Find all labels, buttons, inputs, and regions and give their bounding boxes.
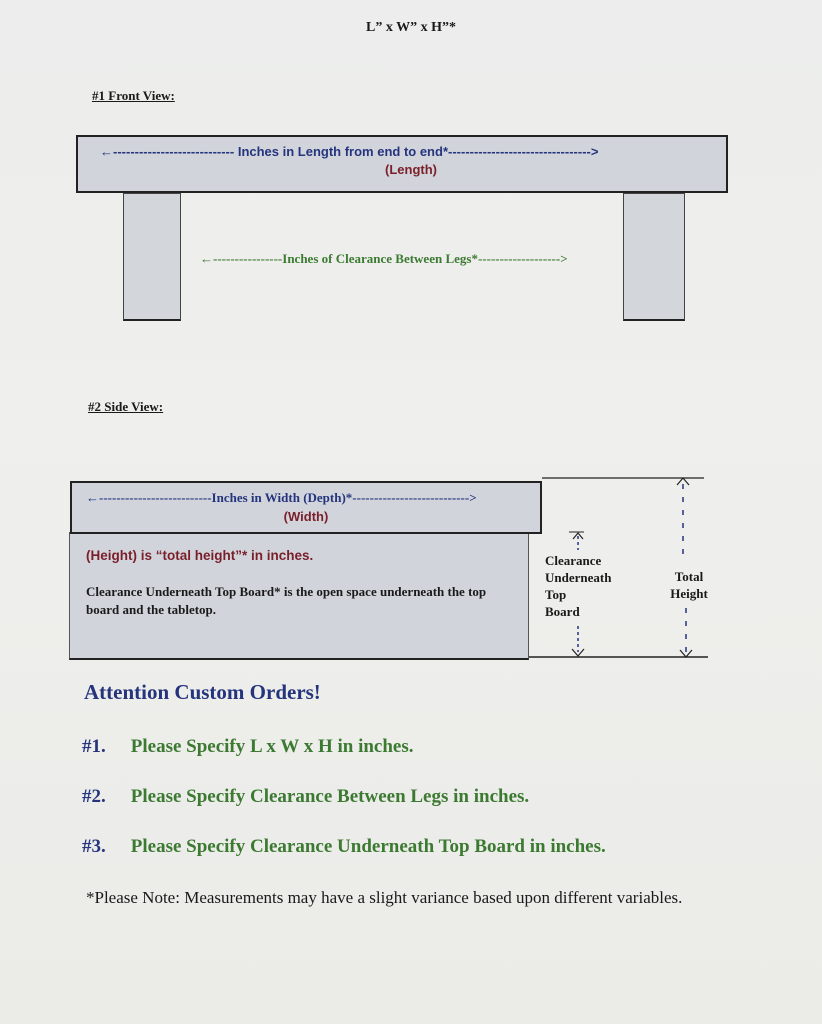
attention-heading: Attention Custom Orders! (84, 680, 321, 704)
clearance-label-line: Underneath (545, 570, 612, 585)
length-dimension-line: ←---------------------------- Inches in Length from end to end*---------------------------------> (100, 144, 599, 159)
page-title: L” x W” x H”* (366, 20, 456, 35)
height-note: (Height) is “total height”* in inches. (86, 548, 314, 563)
total-height-arrowhead-up (677, 478, 689, 485)
clearance-label-line: Clearance (545, 553, 602, 568)
clearance-label-line: Board (545, 604, 580, 619)
side-view-label: #2 Side View: (88, 399, 164, 414)
spec-text: Please Specify Clearance Underneath Top Board in inches. (130, 836, 606, 857)
spec-number: #2. (82, 786, 106, 807)
spec-item (82, 786, 529, 808)
length-sublabel: (Length) (385, 162, 437, 177)
clearance-between-legs-line: ←----------------Inches of Clearance Between Legs*-------------------> (200, 251, 568, 266)
front-view-label: #1 Front View: (92, 88, 175, 103)
measurement-note: *Please Note: Measurements may have a slight variance based upon different variables. (86, 888, 683, 907)
spec-item (82, 836, 606, 858)
width-dimension-line: ←--------------------------Inches in Width (Depth)*---------------------------> (86, 490, 477, 505)
total-label-line: Height (670, 586, 708, 601)
spec-text: Please Specify L x W x H in inches. (130, 736, 414, 757)
spec-number: #1. (82, 736, 106, 757)
clearance-note: Clearance Underneath Top Board* is the open space underneath the top board and the tabletop. (86, 584, 487, 617)
spec-text: Please Specify Clearance Between Legs in inches. (130, 786, 530, 807)
width-sublabel: (Width) (283, 509, 329, 524)
total-label-line: Total (674, 569, 704, 584)
spec-number: #3. (82, 836, 106, 857)
spec-item (82, 736, 414, 758)
clearance-label-line: Top (545, 587, 567, 602)
